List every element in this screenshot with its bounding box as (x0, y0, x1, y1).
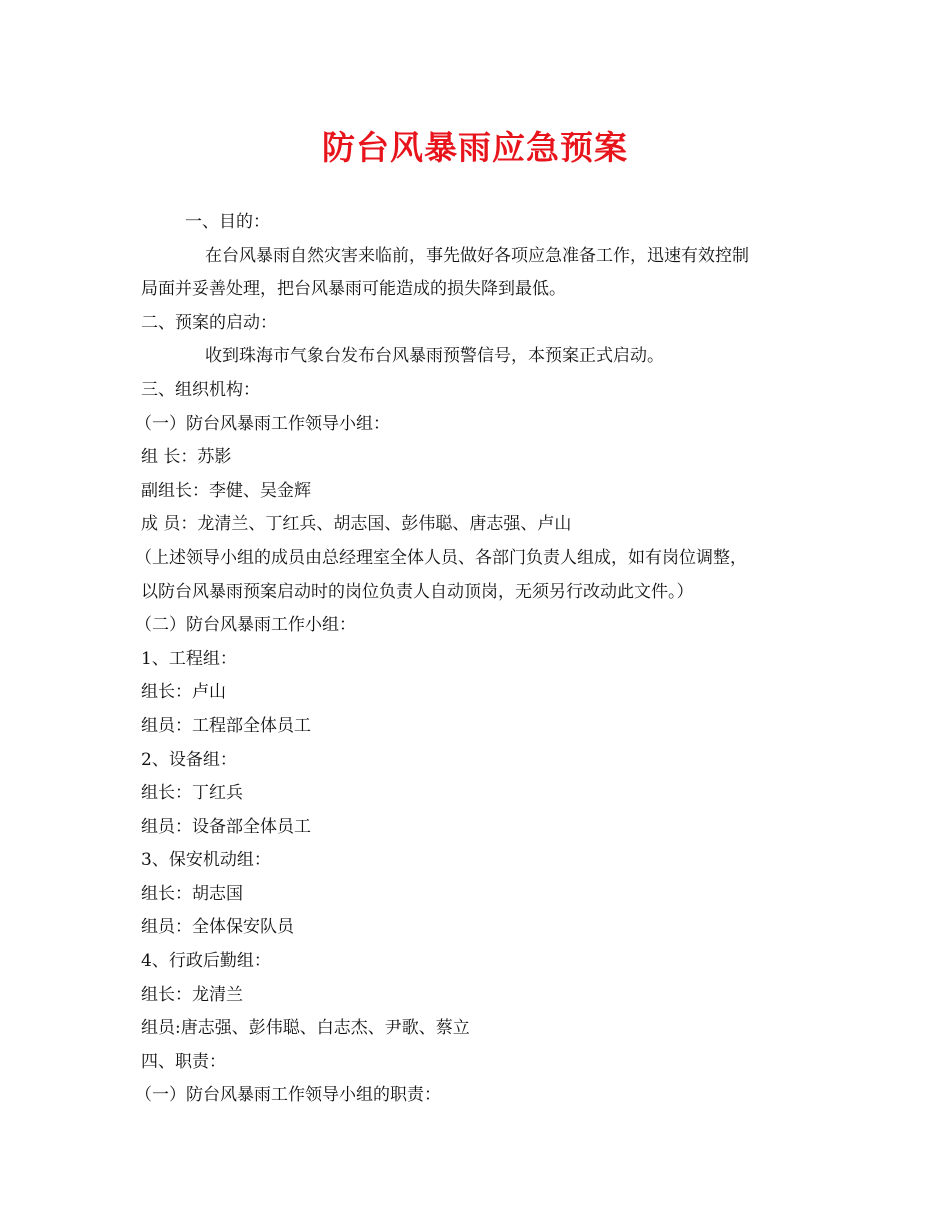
group-heading: 4、行政后勤组： (141, 951, 271, 972)
list-item: 组员：设备部全体员工 (141, 816, 311, 837)
section-heading-activation: 二、预案的启动： (141, 312, 277, 333)
section-heading-duties: 四、职责： (141, 1051, 226, 1072)
document-body (135, 206, 821, 1113)
paragraph-line: 局面并妥善处理，把台风暴雨可能造成的损失降到最低。 (141, 279, 566, 300)
list-item: 组长：胡志国 (141, 883, 243, 904)
section-heading-organization: 三、组织机构： (141, 379, 260, 400)
list-item: 成 员：龙清兰、丁红兵、胡志国、彭伟聪、唐志强、卢山 (141, 514, 572, 535)
paragraph-line: （上述领导小组的成员由总经理室全体人员、各部门负责人组成，如有岗位调整， (135, 547, 747, 568)
list-item: 副组长：李健、吴金辉 (141, 480, 311, 501)
list-item: 组长：丁红兵 (141, 783, 243, 804)
list-item: 组长：卢山 (141, 682, 226, 703)
subsection-heading: （一）防台风暴雨工作领导小组的职责： (135, 1085, 441, 1106)
group-heading: 2、设备组： (141, 749, 237, 770)
paragraph-line: 收到珠海市气象台发布台风暴雨预警信号，本预案正式启动。 (205, 346, 664, 367)
list-item: 组员：全体保安队员 (141, 917, 294, 938)
subsection-heading: （二）防台风暴雨工作小组： (135, 615, 356, 636)
list-item: 组 长：苏影 (141, 447, 232, 468)
paragraph-line: 在台风暴雨自然灾害来临前，事先做好各项应急准备工作，迅速有效控制 (205, 245, 749, 266)
group-heading: 1、工程组： (141, 648, 237, 669)
list-item: 组员:唐志强、彭伟聪、白志杰、尹歌、蔡立 (141, 1018, 470, 1039)
paragraph-line: 以防台风暴雨预案启动时的岗位负责人自动顶岗，无须另行改动此文件。） (141, 581, 694, 602)
list-item: 组长：龙清兰 (141, 984, 243, 1005)
group-heading: 3、保安机动组： (141, 850, 271, 871)
subsection-heading: （一）防台风暴雨工作领导小组： (135, 413, 390, 434)
list-item: 组员：工程部全体员工 (141, 715, 311, 736)
document-title: 防台风暴雨应急预案 (322, 128, 628, 167)
section-heading-purpose: 一、目的： (185, 212, 270, 232)
